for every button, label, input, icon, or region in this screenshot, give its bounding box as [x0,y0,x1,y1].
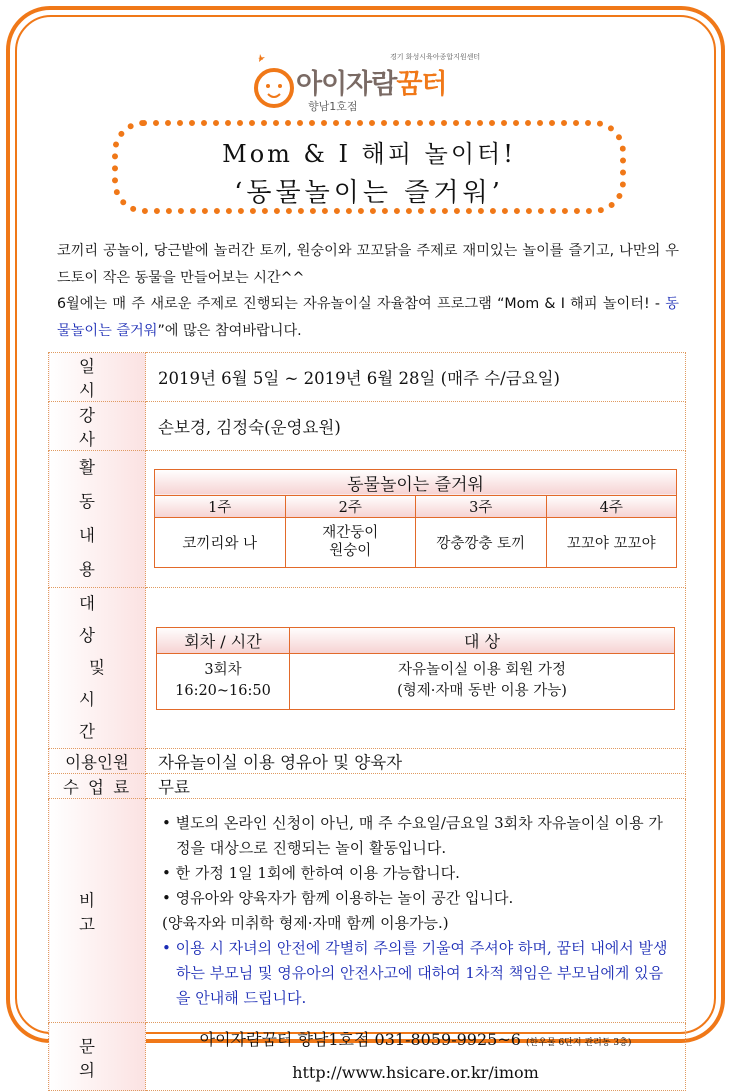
logo-subtitle: 경기 화성시육아종합지원센터 [390,53,481,61]
week-1-activity: 코끼리와 나 [155,517,286,567]
target-label [49,588,146,749]
contact-main: 아이자람꿈터 향남1호점 031-8059-9925~6 [199,1030,521,1049]
row-capacity [49,749,686,774]
week-3-activity: 깡충깡충 토끼 [416,517,547,567]
logo-branch: 향남1호점 [308,100,358,113]
logo-name-main: 아이자람 [296,69,397,100]
note-item-3: • 영유아와 양육자가 함께 이용하는 놀이 공간 입니다. [162,888,514,907]
week-1-header: 1주 [155,495,286,517]
target-session-time [157,653,290,709]
intro-text [57,238,679,344]
target-who-note: (형제·자매 동반 이용 가능) [397,683,567,699]
contact-small: (한우물 6단지 관리동 3층) [526,1038,632,1048]
logo-name-highlight: 꿈터 [396,69,447,100]
notes-cell [146,799,686,1023]
title-line-2: ‘동물놀이는 즐거워’ [234,178,504,208]
week-2-header: 2주 [285,495,416,517]
week-3-header: 3주 [416,495,547,517]
contact-cell [146,1023,686,1091]
capacity-value: 자유놀이실 이용 영유아 및 양육자 [146,749,686,774]
row-target [49,588,686,749]
target-table [156,627,675,710]
note-item-2: • 한 가정 1일 1회에 한하여 이용 가능합니다. [162,863,460,882]
row-teacher [49,402,686,451]
intro-p2-b: ”에 많은 참여바랍니다. [157,322,302,339]
target-who-cell [290,653,675,709]
logo [250,46,490,118]
intro-paragraph-1: 코끼리 공놀이, 당근밭에 놀러간 토끼, 원숭이와 꼬꼬닭을 주제로 재미있는 놀이를 즐기고, 나만의 우드토이 작은 동물을 만들어보는 시간^^ [57,243,679,286]
date-value: 2019년 6월 5일 ~ 2019년 6월 28일 (매주 수/금요일) [146,353,686,402]
target-session: 3회차 [204,662,242,678]
contact-line [146,1025,685,1058]
target-label-2: 및 [89,658,105,677]
target-label-1: 대 상 [79,594,115,645]
note-item-1: • 별도의 온라인 신청이 아닌, 매 주 수요일/금요일 3회차 자유놀이실 이용 가정을 대상으로 진행되는 놀이 활동입니다. [162,813,663,857]
week-2-activity: 재간둥이 원숭이 [285,517,416,567]
capacity-label: 이용인원 [49,749,146,774]
contact-label: 문 의 [49,1023,146,1091]
contact-url[interactable]: http://www.hsicare.or.kr/imom [292,1063,539,1082]
teacher-label: 강 사 [49,402,146,451]
week-4-header: 4주 [546,495,677,517]
fee-value: 무료 [146,774,686,799]
target-who: 자유놀이실 이용 회원 가정 [398,662,566,678]
intro-p2-a: 6월에는 매 주 새로운 주제로 진행되는 자유놀이실 자율참여 프로그램 “Mom & I 해피 놀이터! - [57,296,666,312]
activity-cell [146,451,686,588]
teacher-value: 손보경, 김정숙(운영요원) [146,402,686,451]
target-time: 16:20~16:50 [175,683,271,699]
note-warning: • 이용 시 자녀의 안전에 각별히 주의를 기울여 주셔야 하며, 꿈터 내에서 발생하는 부모님 및 영유아의 안전사고에 대하여 1차적 책임은 부모님에게 있음을 안내해 드립니다. [162,938,668,1007]
activity-label [49,451,146,588]
activity-label-1: 활 동 [79,458,115,511]
title-line-1: Mom & I 해피 놀이터! [222,140,516,168]
notes-label: 비 고 [49,799,146,1023]
note-item-3-sub: (양육자와 미취학 형제·자매 함께 이용가능.) [162,913,449,932]
date-label: 일 시 [49,353,146,402]
info-table [48,352,686,1091]
intro-p2-blue: 동물놀이는 즐거워 [57,296,679,339]
target-label-3: 시 간 [79,690,115,741]
row-activity [49,451,686,588]
logo-name [296,62,447,101]
activity-table [154,469,677,568]
logo-face-icon [250,50,302,114]
week-4-activity: 꼬꼬야 꼬꼬야 [546,517,677,567]
target-cell [146,588,686,749]
activity-title: 동물놀이는 즐거워 [155,469,677,495]
row-fee [49,774,686,799]
activity-label-2: 내 용 [79,526,115,579]
target-col2-header: 대 상 [290,627,675,653]
fee-label: 수 업 료 [49,774,146,799]
notes-list [146,811,685,1011]
row-contact [49,1023,686,1091]
intro-paragraph-2 [57,291,679,344]
title-box [112,120,626,214]
target-col1-header: 회차 / 시간 [157,627,290,653]
row-notes [49,799,686,1023]
row-date [49,353,686,402]
